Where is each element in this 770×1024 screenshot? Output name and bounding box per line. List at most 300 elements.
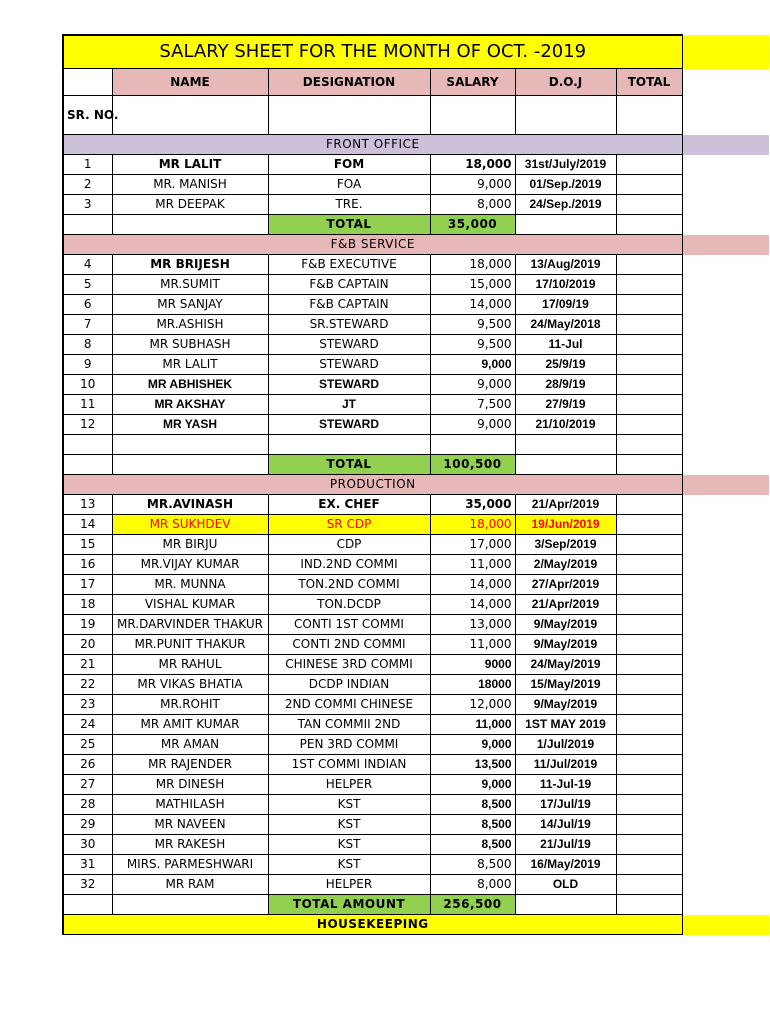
row-sr-no: 32 xyxy=(63,875,112,895)
sheet-title: SALARY SHEET FOR THE MONTH OF OCT. -2019 xyxy=(63,35,682,69)
row-designation: 2ND COMMI CHINESE xyxy=(268,695,430,715)
row-doj: 1ST MAY 2019 xyxy=(515,715,616,735)
row-designation: TAN COMMII 2ND xyxy=(268,715,430,735)
row-salary: 8,500 xyxy=(430,815,515,835)
table-row xyxy=(63,635,769,655)
row-sr-no: 9 xyxy=(63,355,112,375)
row-extension xyxy=(682,595,769,615)
row-total xyxy=(616,275,682,295)
header-total: TOTAL xyxy=(616,69,682,96)
table-row xyxy=(63,775,769,795)
blank-row xyxy=(63,435,769,455)
row-total xyxy=(616,595,682,615)
table-row xyxy=(63,735,769,755)
row-extension xyxy=(682,355,769,375)
row-doj: 3/Sep/2019 xyxy=(515,535,616,555)
row-total xyxy=(616,395,682,415)
row-extension xyxy=(682,675,769,695)
row-sr-no: 17 xyxy=(63,575,112,595)
row-extension xyxy=(682,795,769,815)
row-salary: 9,500 xyxy=(430,315,515,335)
row-designation: CHINESE 3RD COMMI xyxy=(268,655,430,675)
table-row xyxy=(63,355,769,375)
table-row xyxy=(63,695,769,715)
total-blank xyxy=(616,215,682,235)
total-blank xyxy=(515,455,616,475)
row-extension xyxy=(682,735,769,755)
header-doj: D.O.J xyxy=(515,69,616,96)
section-header xyxy=(63,915,769,935)
row-doj: 31st/July/2019 xyxy=(515,155,616,175)
header-sr-no: SR. NO. xyxy=(63,96,112,135)
row-salary: 14,000 xyxy=(430,595,515,615)
row-name: VISHAL KUMAR xyxy=(112,595,268,615)
table-row xyxy=(63,375,769,395)
table-row xyxy=(63,275,769,295)
row-salary: 9,000 xyxy=(430,375,515,395)
row-total xyxy=(616,855,682,875)
table-row xyxy=(63,615,769,635)
total-label: TOTAL xyxy=(268,215,430,235)
header-designation: DESIGNATION xyxy=(268,69,430,96)
section-title: HOUSEKEEPING xyxy=(63,915,682,935)
row-total xyxy=(616,715,682,735)
row-sr-no: 5 xyxy=(63,275,112,295)
total-blank xyxy=(515,215,616,235)
row-designation: F&B CAPTAIN xyxy=(268,295,430,315)
table-row xyxy=(63,675,769,695)
row-name: MR.ROHIT xyxy=(112,695,268,715)
row-salary: 8,500 xyxy=(430,795,515,815)
row-total xyxy=(616,755,682,775)
row-designation: CONTI 1ST COMMI xyxy=(268,615,430,635)
row-salary: 18,000 xyxy=(430,515,515,535)
section-extension xyxy=(682,915,769,935)
row-extension xyxy=(682,655,769,675)
row-extension xyxy=(682,615,769,635)
title-extension xyxy=(682,35,769,69)
row-total xyxy=(616,495,682,515)
row-salary: 7,500 xyxy=(430,395,515,415)
row-doj: 17/Jul/19 xyxy=(515,795,616,815)
row-designation: PEN 3RD COMMI xyxy=(268,735,430,755)
row-doj: 9/May/2019 xyxy=(515,635,616,655)
section-extension xyxy=(682,475,769,495)
row-total xyxy=(616,655,682,675)
blank-cell xyxy=(515,435,616,455)
row-name: MR.PUNIT THAKUR xyxy=(112,635,268,655)
row-name: MR.AVINASH xyxy=(112,495,268,515)
row-name: MR AMAN xyxy=(112,735,268,755)
row-total xyxy=(616,695,682,715)
row-salary: 11,000 xyxy=(430,555,515,575)
row-extension xyxy=(682,715,769,735)
total-blank xyxy=(112,215,268,235)
row-extension xyxy=(682,835,769,855)
row-sr-no: 8 xyxy=(63,335,112,355)
table-row xyxy=(63,415,769,435)
table-row xyxy=(63,575,769,595)
row-doj: 1/Jul/2019 xyxy=(515,735,616,755)
row-designation: IND.2ND COMMI xyxy=(268,555,430,575)
row-extension xyxy=(682,855,769,875)
row-extension xyxy=(682,895,769,915)
table-row xyxy=(63,255,769,275)
blank-cell xyxy=(63,435,112,455)
row-salary: 8,000 xyxy=(430,195,515,215)
row-designation: KST xyxy=(268,835,430,855)
table-row xyxy=(63,755,769,775)
row-designation: HELPER xyxy=(268,875,430,895)
section-header xyxy=(63,475,769,495)
row-doj: 19/Jun/2019 xyxy=(515,515,616,535)
row-total xyxy=(616,735,682,755)
row-total xyxy=(616,335,682,355)
row-designation: CDP xyxy=(268,535,430,555)
row-name: MR AKSHAY xyxy=(112,395,268,415)
row-name: MR.SUMIT xyxy=(112,275,268,295)
row-salary: 18,000 xyxy=(430,155,515,175)
section-title: PRODUCTION xyxy=(63,475,682,495)
row-extension xyxy=(682,415,769,435)
row-designation: EX. CHEF xyxy=(268,495,430,515)
row-sr-no: 27 xyxy=(63,775,112,795)
row-designation: JT xyxy=(268,395,430,415)
row-sr-no: 31 xyxy=(63,855,112,875)
table-row xyxy=(63,855,769,875)
row-extension xyxy=(682,635,769,655)
total-row xyxy=(63,455,769,475)
row-designation: TON.DCDP xyxy=(268,595,430,615)
row-designation: TRE. xyxy=(268,195,430,215)
row-extension xyxy=(682,275,769,295)
row-designation: SR.STEWARD xyxy=(268,315,430,335)
row-salary: 18000 xyxy=(430,675,515,695)
row-designation: DCDP INDIAN xyxy=(268,675,430,695)
table-row xyxy=(63,555,769,575)
row-designation: STEWARD xyxy=(268,335,430,355)
row-total xyxy=(616,795,682,815)
row-total xyxy=(616,575,682,595)
blank-cell xyxy=(616,435,682,455)
section-header xyxy=(63,135,769,155)
section-extension xyxy=(682,235,769,255)
row-name: MR AMIT KUMAR xyxy=(112,715,268,735)
row-extension xyxy=(682,295,769,315)
section-header xyxy=(63,235,769,255)
header-row-2 xyxy=(63,96,769,135)
row-name: MR SUKHDEV xyxy=(112,515,268,535)
row-doj: 21/Jul/19 xyxy=(515,835,616,855)
row-doj: 16/May/2019 xyxy=(515,855,616,875)
row-name: MIRS. PARMESHWARI xyxy=(112,855,268,875)
row-doj: 13/Aug/2019 xyxy=(515,255,616,275)
row-total xyxy=(616,375,682,395)
row-salary: 11,000 xyxy=(430,635,515,655)
row-total xyxy=(616,355,682,375)
table-row xyxy=(63,595,769,615)
row-sr-no: 28 xyxy=(63,795,112,815)
row-salary: 9000 xyxy=(430,655,515,675)
row-sr-no: 3 xyxy=(63,195,112,215)
row-sr-no: 16 xyxy=(63,555,112,575)
row-doj: 11/Jul/2019 xyxy=(515,755,616,775)
header-blank-cell xyxy=(63,69,112,96)
row-extension xyxy=(682,435,769,455)
total-blank xyxy=(63,455,112,475)
row-name: MR RAKESH xyxy=(112,835,268,855)
row-total xyxy=(616,635,682,655)
row-name: MR RAJENDER xyxy=(112,755,268,775)
salary-table xyxy=(62,34,770,935)
row-total xyxy=(616,415,682,435)
table-row xyxy=(63,875,769,895)
row-salary: 13,000 xyxy=(430,615,515,635)
row-designation: KST xyxy=(268,855,430,875)
row-extension xyxy=(682,775,769,795)
table-row xyxy=(63,295,769,315)
row-salary: 11,000 xyxy=(430,715,515,735)
table-row xyxy=(63,515,769,535)
table-row xyxy=(63,495,769,515)
row-designation: KST xyxy=(268,795,430,815)
row-sr-no: 6 xyxy=(63,295,112,315)
table-row xyxy=(63,155,769,175)
row-name: MR. MANISH xyxy=(112,175,268,195)
total-row xyxy=(63,215,769,235)
row-doj: 24/Sep./2019 xyxy=(515,195,616,215)
row-extension xyxy=(682,175,769,195)
table-row xyxy=(63,655,769,675)
table-row xyxy=(63,795,769,815)
row-name: MR ABHISHEK xyxy=(112,375,268,395)
row-doj: 01/Sep./2019 xyxy=(515,175,616,195)
total-row xyxy=(63,895,769,915)
row-total xyxy=(616,835,682,855)
row-doj: 9/May/2019 xyxy=(515,695,616,715)
row-total xyxy=(616,775,682,795)
row-extension xyxy=(682,815,769,835)
row-doj: 21/Apr/2019 xyxy=(515,595,616,615)
row-total xyxy=(616,295,682,315)
row-sr-no: 25 xyxy=(63,735,112,755)
row-name: MR LALIT xyxy=(112,355,268,375)
table-row xyxy=(63,195,769,215)
section-title: FRONT OFFICE xyxy=(63,135,682,155)
row-doj: 17/10/2019 xyxy=(515,275,616,295)
row-extension xyxy=(682,535,769,555)
row-designation: TON.2ND COMMI xyxy=(268,575,430,595)
row-name: MR.ASHISH xyxy=(112,315,268,335)
row-designation: KST xyxy=(268,815,430,835)
row-doj: 25/9/19 xyxy=(515,355,616,375)
row-doj: 15/May/2019 xyxy=(515,675,616,695)
row-salary: 9,500 xyxy=(430,335,515,355)
row-total xyxy=(616,615,682,635)
row-salary: 13,500 xyxy=(430,755,515,775)
row-sr-no: 13 xyxy=(63,495,112,515)
row-sr-no: 23 xyxy=(63,695,112,715)
row-salary: 9,000 xyxy=(430,775,515,795)
row-name: MR LALIT xyxy=(112,155,268,175)
row-name: MR YASH xyxy=(112,415,268,435)
row-designation: CONTI 2ND COMMI xyxy=(268,635,430,655)
row-extension xyxy=(682,455,769,475)
total-value: 35,000 xyxy=(430,215,515,235)
row-extension xyxy=(682,375,769,395)
row-doj: 24/May/2018 xyxy=(515,315,616,335)
row-total xyxy=(616,155,682,175)
row-extension xyxy=(682,155,769,175)
row-total xyxy=(616,675,682,695)
row-doj: 9/May/2019 xyxy=(515,615,616,635)
row-total xyxy=(616,875,682,895)
total-blank xyxy=(112,895,268,915)
row-name: MR VIKAS BHATIA xyxy=(112,675,268,695)
header-row xyxy=(63,69,769,96)
row-sr-no: 22 xyxy=(63,675,112,695)
row-sr-no: 15 xyxy=(63,535,112,555)
row-sr-no: 12 xyxy=(63,415,112,435)
row-doj: 17/09/19 xyxy=(515,295,616,315)
row-designation: F&B CAPTAIN xyxy=(268,275,430,295)
row-salary: 12,000 xyxy=(430,695,515,715)
row-salary: 15,000 xyxy=(430,275,515,295)
total-blank xyxy=(616,455,682,475)
row-salary: 8,500 xyxy=(430,855,515,875)
row-extension xyxy=(682,515,769,535)
row-name: MR SANJAY xyxy=(112,295,268,315)
row-doj: 14/Jul/19 xyxy=(515,815,616,835)
row-name: MR SUBHASH xyxy=(112,335,268,355)
total-blank xyxy=(112,455,268,475)
row-salary: 17,000 xyxy=(430,535,515,555)
row-extension xyxy=(682,215,769,235)
row-name: MR NAVEEN xyxy=(112,815,268,835)
row-total xyxy=(616,315,682,335)
row-extension xyxy=(682,255,769,275)
row-total xyxy=(616,555,682,575)
row-doj: 2/May/2019 xyxy=(515,555,616,575)
row-name: MR RAHUL xyxy=(112,655,268,675)
row-sr-no: 10 xyxy=(63,375,112,395)
row-sr-no: 19 xyxy=(63,615,112,635)
row-name: MR BRIJESH xyxy=(112,255,268,275)
row-doj: 27/9/19 xyxy=(515,395,616,415)
row-doj: 24/May/2019 xyxy=(515,655,616,675)
total-blank xyxy=(515,895,616,915)
row-name: MR DINESH xyxy=(112,775,268,795)
row-doj: 28/9/19 xyxy=(515,375,616,395)
row-sr-no: 18 xyxy=(63,595,112,615)
row-name: MR.DARVINDER THAKUR xyxy=(112,615,268,635)
row-extension xyxy=(682,575,769,595)
blank-cell xyxy=(268,435,430,455)
row-doj: OLD xyxy=(515,875,616,895)
row-extension xyxy=(682,755,769,775)
row-sr-no: 4 xyxy=(63,255,112,275)
row-designation: FOM xyxy=(268,155,430,175)
row-extension xyxy=(682,335,769,355)
total-value: 100,500 xyxy=(430,455,515,475)
table-row xyxy=(63,835,769,855)
row-sr-no: 7 xyxy=(63,315,112,335)
section-title: F&B SERVICE xyxy=(63,235,682,255)
row-designation: SR CDP xyxy=(268,515,430,535)
row-salary: 9,000 xyxy=(430,355,515,375)
row-doj: 21/10/2019 xyxy=(515,415,616,435)
total-blank xyxy=(63,215,112,235)
table-row xyxy=(63,335,769,355)
row-name: MR. MUNNA xyxy=(112,575,268,595)
row-name: MR DEEPAK xyxy=(112,195,268,215)
row-doj: 11-Jul xyxy=(515,335,616,355)
row-salary: 8,000 xyxy=(430,875,515,895)
row-sr-no: 21 xyxy=(63,655,112,675)
row-designation: 1ST COMMI INDIAN xyxy=(268,755,430,775)
row-doj: 21/Apr/2019 xyxy=(515,495,616,515)
total-label: TOTAL xyxy=(268,455,430,475)
header-salary: SALARY xyxy=(430,69,515,96)
row-extension xyxy=(682,555,769,575)
row-designation: FOA xyxy=(268,175,430,195)
row-designation: STEWARD xyxy=(268,415,430,435)
table-row xyxy=(63,715,769,735)
total-value: 256,500 xyxy=(430,895,515,915)
row-extension xyxy=(682,695,769,715)
row-name: MATHILASH xyxy=(112,795,268,815)
row-total xyxy=(616,175,682,195)
row-sr-no: 11 xyxy=(63,395,112,415)
table-row xyxy=(63,395,769,415)
total-blank xyxy=(63,895,112,915)
row-extension xyxy=(682,315,769,335)
row-sr-no: 1 xyxy=(63,155,112,175)
row-salary: 14,000 xyxy=(430,295,515,315)
header-name: NAME xyxy=(112,69,268,96)
row-extension xyxy=(682,195,769,215)
total-label: TOTAL AMOUNT xyxy=(268,895,430,915)
row-doj: 27/Apr/2019 xyxy=(515,575,616,595)
row-designation: HELPER xyxy=(268,775,430,795)
row-total xyxy=(616,515,682,535)
row-total xyxy=(616,255,682,275)
row-name: MR BIRJU xyxy=(112,535,268,555)
table-row xyxy=(63,175,769,195)
row-sr-no: 20 xyxy=(63,635,112,655)
row-sr-no: 24 xyxy=(63,715,112,735)
table-row xyxy=(63,815,769,835)
row-extension xyxy=(682,875,769,895)
row-salary: 9,000 xyxy=(430,415,515,435)
row-name: MR.VIJAY KUMAR xyxy=(112,555,268,575)
row-total xyxy=(616,815,682,835)
row-sr-no: 14 xyxy=(63,515,112,535)
row-salary: 9,000 xyxy=(430,735,515,755)
total-blank xyxy=(616,895,682,915)
row-designation: STEWARD xyxy=(268,375,430,395)
row-designation: STEWARD xyxy=(268,355,430,375)
table-row xyxy=(63,315,769,335)
row-total xyxy=(616,535,682,555)
row-sr-no: 29 xyxy=(63,815,112,835)
title-row xyxy=(63,35,769,69)
row-designation: F&B EXECUTIVE xyxy=(268,255,430,275)
blank-cell xyxy=(430,435,515,455)
row-salary: 14,000 xyxy=(430,575,515,595)
row-sr-no: 26 xyxy=(63,755,112,775)
row-salary: 8,500 xyxy=(430,835,515,855)
